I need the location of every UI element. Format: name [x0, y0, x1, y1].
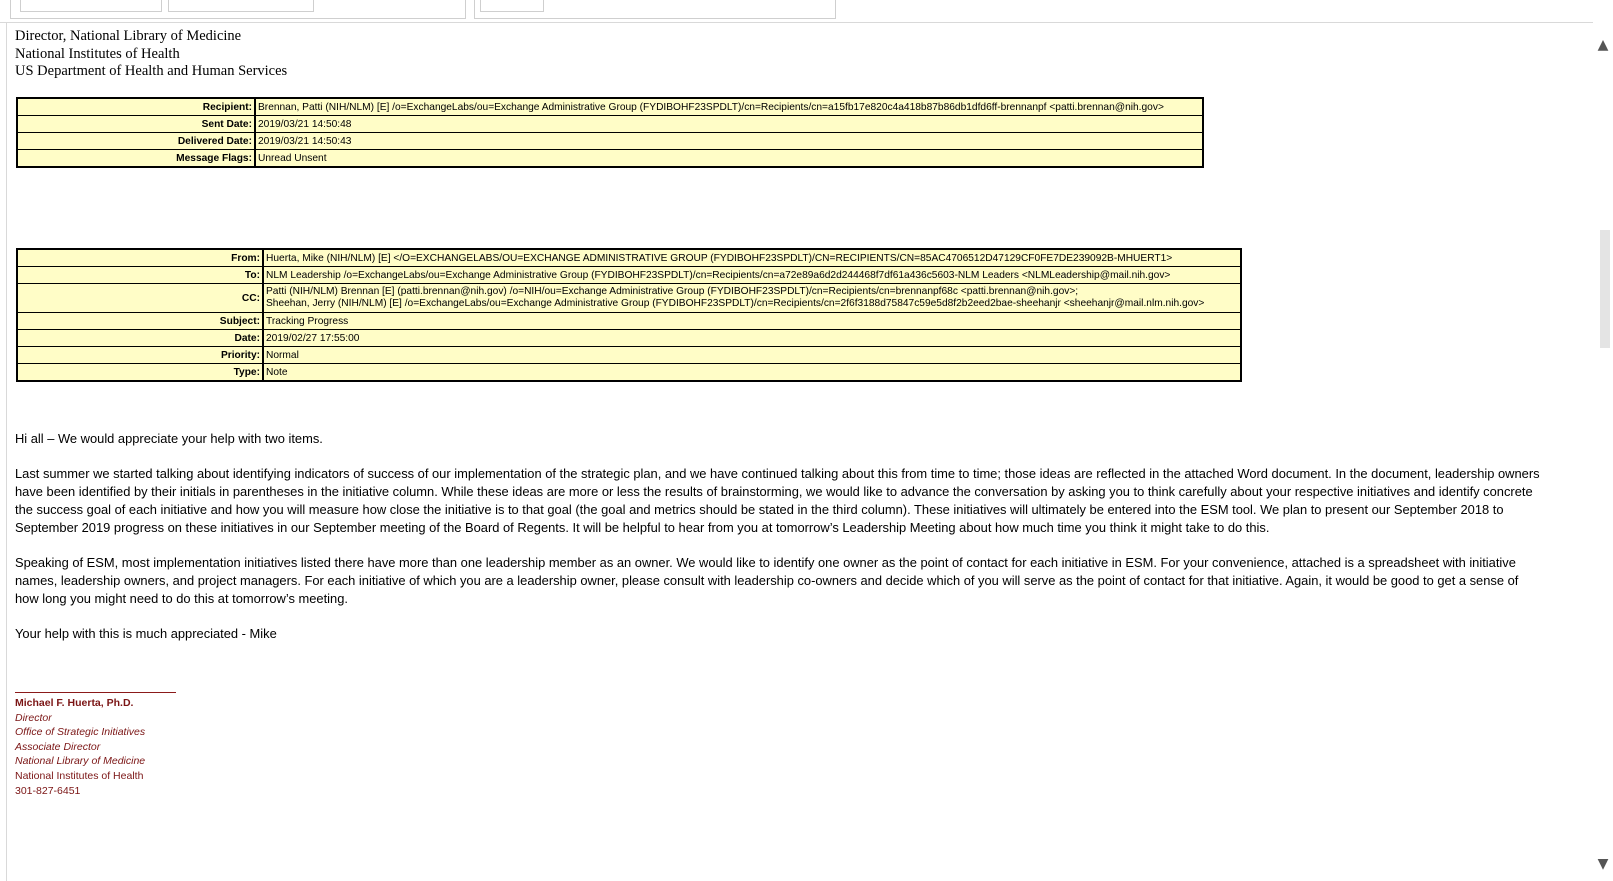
- signature-phone: 301-827-6451: [15, 784, 81, 797]
- from-value: Huerta, Mike (NIH/NLM) [E] </O=EXCHANGELABS/OU=EXCHANGE ADMINISTRATIVE GROUP (FYDIBOHF23SPDLT)/CN=RECIPIENTS/CN=85AC4706512D47129CF0FE7DE239092B-MHUERT1>: [264, 250, 1240, 267]
- subject-row: [18, 313, 1240, 330]
- date-row: [18, 330, 1240, 347]
- message-flags-value: Unread Unsent: [256, 150, 1202, 166]
- signature-org-1: Office of Strategic Initiatives: [15, 726, 146, 739]
- email-body: [15, 430, 1540, 660]
- director-line-2: National Institutes of Health: [15, 45, 180, 62]
- recipient-label: Recipient:: [18, 99, 256, 116]
- delivered-date-value: 2019/03/21 14:50:43: [256, 133, 1202, 150]
- signature-divider: [15, 692, 176, 693]
- cc-row: [18, 284, 1240, 313]
- toolbar-button[interactable]: [480, 0, 544, 12]
- sent-date-value: 2019/03/21 14:50:48: [256, 116, 1202, 133]
- top-toolbar: [0, 0, 1613, 23]
- from-row: [18, 250, 1240, 267]
- cc-value: [264, 284, 1240, 313]
- priority-label: Priority:: [18, 347, 264, 364]
- date-value: 2019/02/27 17:55:00: [264, 330, 1240, 347]
- scrollbar-thumb[interactable]: [1600, 230, 1610, 348]
- to-label: To:: [18, 267, 264, 284]
- cc-label: CC:: [18, 284, 264, 313]
- priority-value: Normal: [264, 347, 1240, 364]
- delivered-date-row: [18, 133, 1202, 150]
- closing-paragraph: Your help with this is much appreciated - Mike: [15, 626, 277, 641]
- body-paragraph-2: Speaking of ESM, most implementation initiatives listed there have more than one leadership member as an owner. We would like to identify one owner as the point of contact for each initiative in ESM. For your convenience, attached is a spreadsheet with initiative names, leadership owners, and project managers. For each initiative of which you are a leadership owner, please consult with leadership co-owners and decide which of you will serve as the point of contact for that initiative. Again, it would be good to get a sense of how long you might need to do this at tomorrow’s meeting.: [15, 555, 1519, 606]
- from-label: From:: [18, 250, 264, 267]
- email-signature: [15, 696, 145, 798]
- date-label: Date:: [18, 330, 264, 347]
- sent-date-row: [18, 116, 1202, 133]
- sent-date-label: Sent Date:: [18, 116, 256, 133]
- message-flags-label: Message Flags:: [18, 150, 256, 166]
- signature-title-2: Associate Director: [15, 740, 101, 753]
- type-value: Note: [264, 364, 1240, 380]
- priority-row: [18, 347, 1240, 364]
- content-border: [6, 22, 7, 881]
- type-row: [18, 364, 1240, 380]
- signature-name: Michael F. Huerta, Ph.D.: [15, 697, 134, 709]
- message-flags-row: [18, 150, 1202, 166]
- cc-value-line-2: Sheehan, Jerry (NIH/NLM) [E] /o=ExchangeLabs/ou=Exchange Administrative Group (FYDIBOHF23SPDLT)/cn=Recipients/cn=2f6f3188d75847c59e5d8f2b2eed2bae-sheehanjr <sheehanjr@mail.nlm.nih.gov>: [266, 298, 1205, 309]
- to-row: [18, 267, 1240, 284]
- cc-value-line-1: Patti (NIH/NLM) Brennan [E] (patti.brennan@nih.gov) /o=NIH/ou=Exchange Administrative Group (FYDIBOHF23SPDLT)/cn=Recipients/cn=brennanpf68c <patti.brennan@nih.gov>;: [266, 285, 1079, 297]
- recipient-value: Brennan, Patti (NIH/NLM) [E] /o=ExchangeLabs/ou=Exchange Administrative Group (FYDIBOHF23SPDLT)/cn=Recipients/cn=a15fb17e820c4a418b87b86db1dfd6ff-brennanpf <patti.brennan@nih.gov>: [256, 99, 1202, 116]
- recipient-info-table: [16, 97, 1204, 168]
- scroll-up-icon[interactable]: ▲: [1597, 37, 1609, 53]
- director-line-1: Director, National Library of Medicine: [15, 28, 242, 44]
- message-header-table: [16, 248, 1242, 382]
- scroll-down-icon[interactable]: ▼: [1597, 856, 1609, 872]
- signature-org-2: National Library of Medicine: [15, 755, 146, 768]
- greeting-paragraph: Hi all – We would appreciate your help with two items.: [15, 431, 323, 446]
- type-label: Type:: [18, 364, 264, 380]
- subject-label: Subject:: [18, 313, 264, 330]
- recipient-row: [18, 99, 1202, 116]
- director-title-block: [15, 28, 287, 81]
- toolbar-field-1[interactable]: [20, 0, 162, 12]
- delivered-date-label: Delivered Date:: [18, 133, 256, 150]
- vertical-scrollbar[interactable]: [1593, 22, 1613, 881]
- to-value: NLM Leadership /o=ExchangeLabs/ou=Exchange Administrative Group (FYDIBOHF23SPDLT)/cn=Recipients/cn=a72e89a6d2d244468f7df61a436c5603-NLM Leaders <NLMLeadership@mail.nih.gov>: [264, 267, 1240, 284]
- signature-title-1: Director: [15, 711, 52, 724]
- director-line-3: US Department of Health and Human Services: [15, 63, 288, 79]
- toolbar-field-2[interactable]: [168, 0, 314, 12]
- subject-value: Tracking Progress: [264, 313, 1240, 330]
- signature-org-3: National Institutes of Health: [15, 769, 144, 782]
- body-paragraph-1: Last summer we started talking about identifying indicators of success of our implementation of the strategic plan, and we have continued talking about this from time to time; those ideas are reflected in the attached Word document. In the document, leadership owners have been identified by their initials in parentheses in the initiative column. While these ideas are more or less the results of brainstorming, we would like to advance the conversation by asking you to think carefully about your respective initiatives and identify concrete the success goal of each initiative and how you will measure how close the initiative is to that goal (the goal and metrics should be stated in the third column). These initiatives will ultimately be entered into the ESM tool. We plan to present our September 2018 to September 2019 progress on these initiatives in our September meeting of the Board of Regents. It will be helpful to hear from you at tomorrow’s Leadership Meeting about how much time you think it might take to do this.: [15, 466, 1540, 535]
